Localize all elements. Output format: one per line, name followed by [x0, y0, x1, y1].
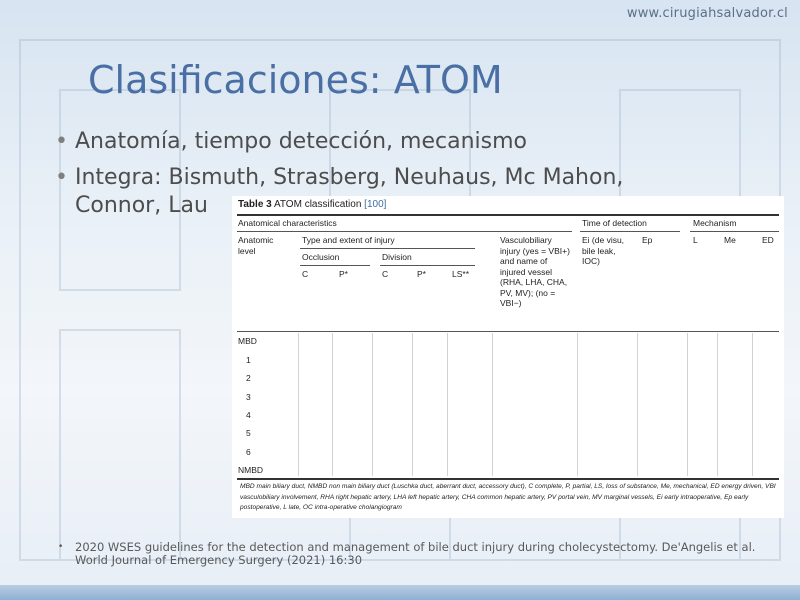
table-footnote: MBD main biliary duct, NMBD non main biliary duct (Luschka duct, aberrant duct, accessory duct), C complete, P, partial, LS, loss of substance, Me, mechanical, ED energy driven, VBI vasculobiliary involvement, RHA right hepatic artery, LHA left hepatic artery, CHA common hepatic artery, PV portal vein, MV marginal vessels, Ei early intraoperative, Ep early postoperative, L late, OC intra-operative cholangiogram: [240, 483, 776, 511]
header-me: Me: [724, 235, 736, 245]
row-label: 4: [246, 410, 251, 420]
grid-col: [492, 333, 493, 476]
atom-classification-table: [232, 196, 784, 518]
website-url: www.cirugiahsalvador.cl: [626, 6, 788, 21]
bullet-dot-icon: •: [58, 542, 64, 552]
header-ed: ED: [762, 235, 774, 245]
bullet-dot-icon: •: [55, 165, 68, 190]
header-vbi: Vasculobiliary injury (yes = VBI+) and name of injured vessel (RHA, LHA, CHA, PV, MV); (no = VBI−): [500, 235, 570, 308]
table-caption: Table 3 ATOM classification [100]: [238, 199, 387, 210]
group-mechanism: Mechanism: [693, 218, 737, 228]
row-label: 5: [246, 428, 251, 438]
grid-col: [637, 333, 638, 476]
bullet-item: [55, 128, 775, 156]
source-text: 2020 WSES guidelines for the detection and management of bile duct injury during cholecystectomy. De'Angelis et al. World Journal of Emergency Surgery (2021) 16:30: [75, 540, 756, 567]
row-label: MBD: [238, 336, 257, 346]
grid-col: [752, 333, 753, 476]
table-bottom-rule: [237, 478, 779, 480]
grid-col: [577, 333, 578, 476]
bullet-dot-icon: •: [55, 129, 68, 154]
bullet-text: Integra: Bismuth, Strasberg, Neuhaus, Mc Mahon, Connor, Lau: [75, 165, 624, 218]
group-time: Time of detection: [582, 218, 647, 228]
row-label: 6: [246, 447, 251, 457]
bullet-text: Anatomía, tiempo detección, mecanismo: [75, 129, 527, 154]
bottom-bar: [0, 585, 800, 600]
rule-type-extent: [300, 248, 475, 249]
row-label: 3: [246, 392, 251, 402]
header-ei: Ei (de visu, bile leak, IOC): [582, 235, 625, 266]
rule-mechanism: [690, 231, 779, 232]
header-ep: Ep: [642, 235, 653, 245]
header-div-p: P*: [417, 269, 426, 279]
rule-occlusion: [300, 265, 370, 266]
grid-col: [717, 333, 718, 476]
rule-anatomical: [237, 231, 572, 232]
header-anatomic-level: Anatomic level: [238, 235, 274, 256]
grid-col: [372, 333, 373, 476]
grid-col: [332, 333, 333, 476]
header-occ-c: C: [302, 269, 309, 279]
grid-col: [412, 333, 413, 476]
row-label: 1: [246, 355, 251, 365]
header-occlusion: Occlusion: [302, 252, 340, 262]
grid-col: [687, 333, 688, 476]
header-division: Division: [382, 252, 412, 262]
rule-time: [580, 231, 680, 232]
grid-col: [447, 333, 448, 476]
slide-title: Clasificaciones: ATOM: [88, 58, 503, 102]
header-type-extent: Type and extent of injury: [302, 235, 395, 245]
header-l: L: [693, 235, 698, 245]
header-div-c: C: [382, 269, 389, 279]
row-label: 2: [246, 373, 251, 383]
rule-division: [380, 265, 475, 266]
header-div-ls: LS**: [452, 269, 470, 279]
table-top-rule: [237, 214, 779, 216]
group-anatomical: Anatomical characteristics: [238, 218, 337, 228]
rule-header-bottom: [237, 331, 779, 332]
grid-col: [298, 333, 299, 476]
header-occ-p: P*: [339, 269, 348, 279]
row-label: NMBD: [238, 465, 264, 475]
